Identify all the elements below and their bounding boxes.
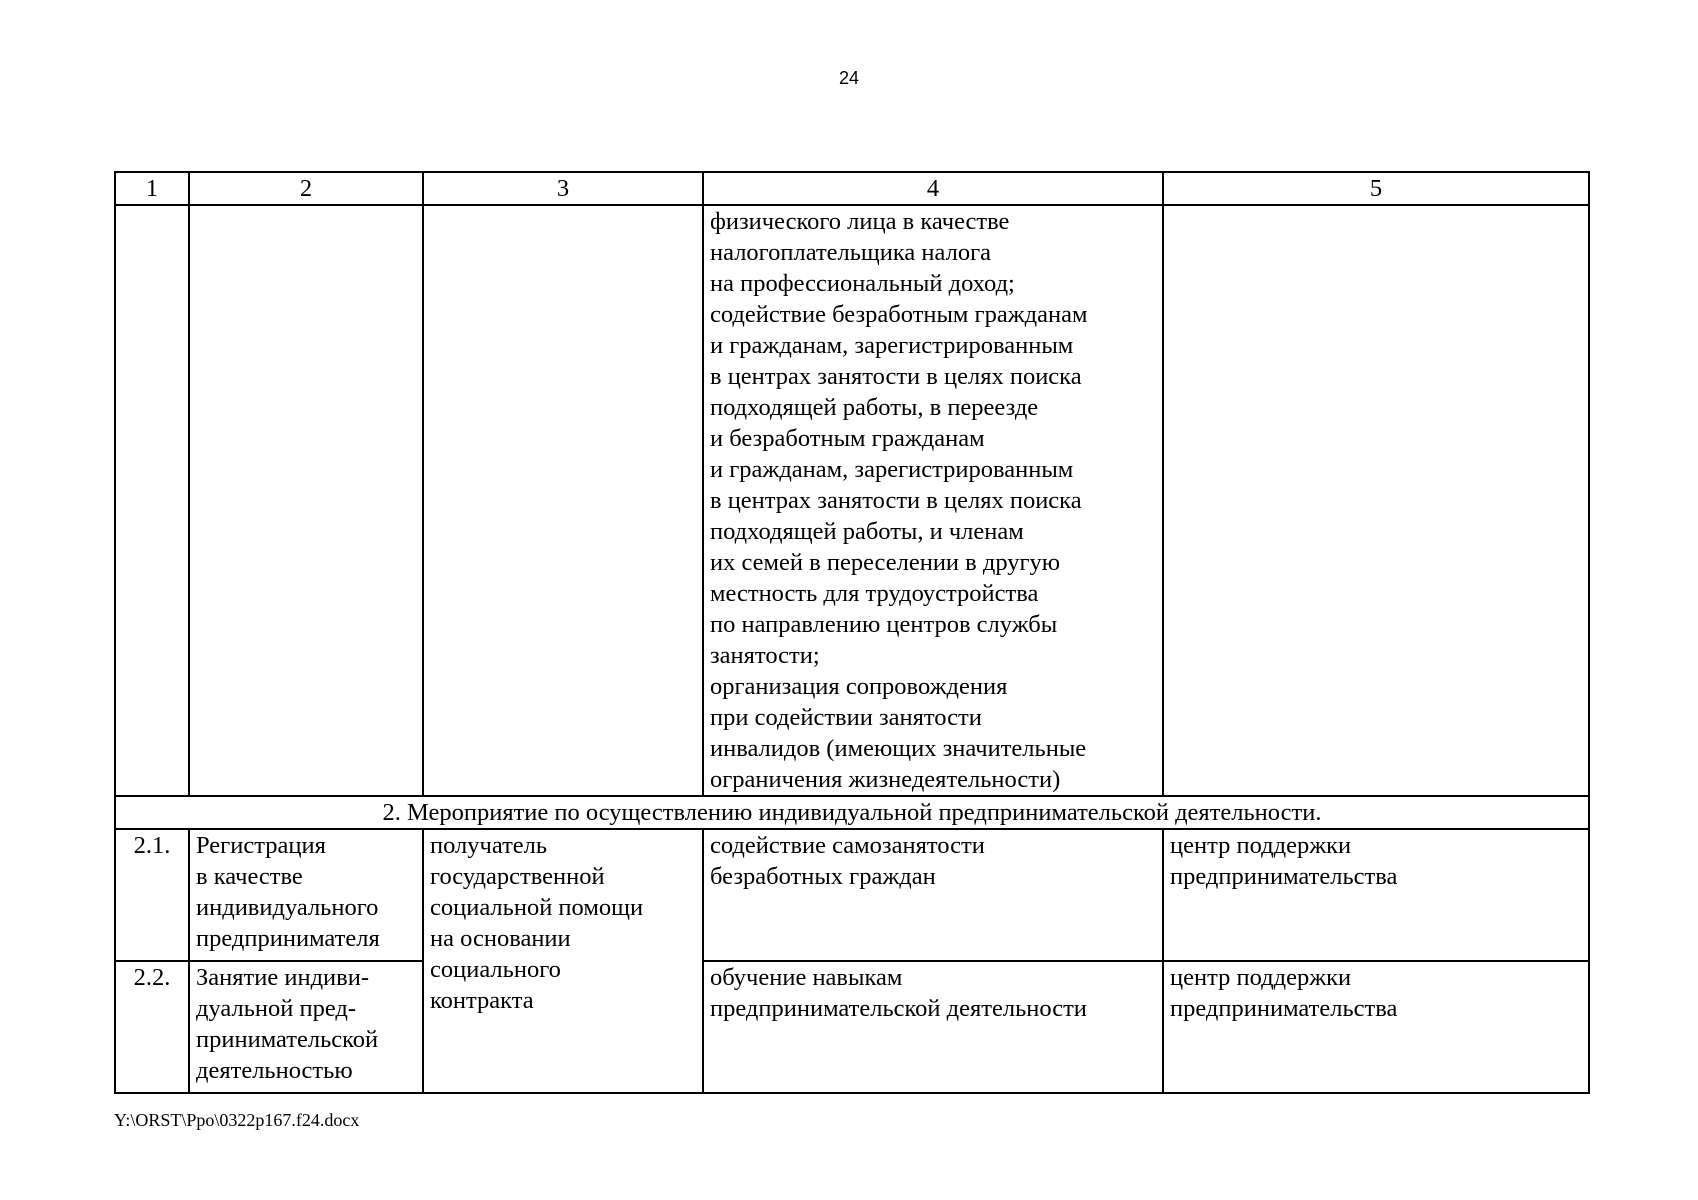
table-row: [115, 829, 1589, 961]
table-row: [115, 961, 1589, 1093]
shared-recipient: получатель государственной социальной помощи на основании социального контракта: [423, 829, 703, 1093]
row-executor: центр поддержки предпринимательства: [1163, 829, 1589, 961]
page-number: 24: [838, 68, 860, 88]
continuation-col-5: [1163, 205, 1589, 796]
header-col-1: 1: [115, 172, 189, 205]
header-col-5: 5: [1163, 172, 1589, 205]
row-measure: обучение навыкам предпринимательской деятельности: [703, 961, 1163, 1093]
row-measure: содействие самозанятости безработных граждан: [703, 829, 1163, 961]
row-event-name: Регистрация в качестве индивидуального предпринимателя: [189, 829, 423, 961]
continuation-col-1: [115, 205, 189, 796]
document-file-path: Y:\ORST\Ppo\0322p167.f24.docx: [114, 1110, 360, 1130]
table-header-row: [115, 172, 1589, 205]
continuation-measures-text: физического лица в качестве налогоплательщика налога на профессиональный доход; содействие безработным гражданам и гражданам, зарегистрированным в центрах занятости в целях поиска подходящей работы, в переезде и безработным гражданам и гражданам, зарегистрированным в центрах занятости в целях поиска подходящей работы, и членам их семей в переселении в другую местность для трудоустройства по направлению центров службы занятости; организация сопровождения при содействии занятости инвалидов (имеющих значительные ограничения жизнедеятельности): [703, 205, 1163, 796]
section-title: 2. Мероприятие по осуществлению индивидуальной предпринимательской деятельности.: [115, 796, 1589, 829]
row-number: 2.1.: [115, 829, 189, 961]
row-event-name: Занятие индиви- дуальной пред- принимательской деятельностью: [189, 961, 423, 1093]
header-col-3: 3: [423, 172, 703, 205]
header-col-4: 4: [703, 172, 1163, 205]
row-executor: центр поддержки предпринимательства: [1163, 961, 1589, 1093]
table-row-continuation: [115, 205, 1589, 796]
continuation-col-2: [189, 205, 423, 796]
header-col-2: 2: [189, 172, 423, 205]
row-number: 2.2.: [115, 961, 189, 1093]
measures-table: [114, 171, 1590, 1094]
section-title-row: [115, 796, 1589, 829]
continuation-col-3: [423, 205, 703, 796]
